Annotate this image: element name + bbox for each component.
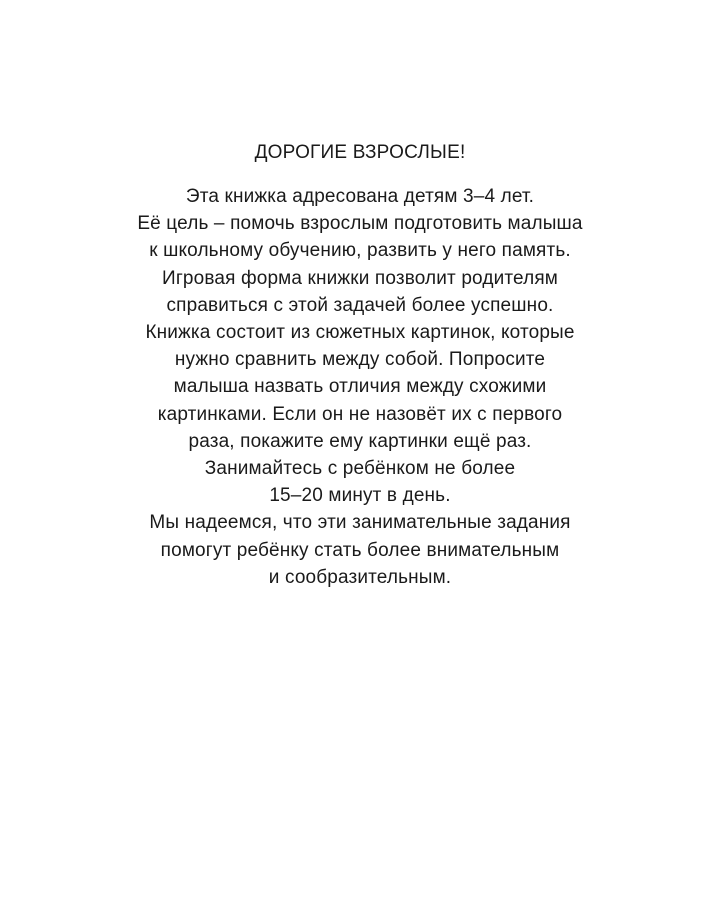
body-line: и сообразительным.	[268, 566, 452, 588]
body-line: Игровая форма книжки позволит родителям	[162, 267, 558, 289]
body-line: Её цель – помочь взрослым подготовить малыша	[137, 213, 583, 235]
body-line: Занимайтесь с ребёнком не более	[204, 458, 516, 480]
body-line: Эта книжка адресована детям 3–4 лет.	[185, 186, 535, 207]
body-text	[0, 183, 720, 591]
body-line: Мы надеемся, что эти занимательные задания	[149, 512, 571, 534]
body-line: раза, покажите ему картинки ещё раз.	[188, 430, 532, 452]
body-line: к школьному обучению, развить у него память.	[149, 240, 571, 262]
body-line: 15–20 минут в день.	[269, 485, 451, 507]
body-line: малыша назвать отличия между схожими	[173, 376, 547, 398]
body-line: помогут ребёнку стать более внимательным	[160, 539, 560, 561]
body-line: картинками. Если он не назовёт их с первого	[157, 403, 563, 425]
body-line: справиться с этой задачей более успешно.	[166, 294, 554, 316]
body-line: нужно сравнить между собой. Попросите	[174, 349, 546, 371]
page-heading: ДОРОГИЕ ВЗРОСЛЫЕ!	[254, 142, 466, 163]
body-line: Книжка состоит из сюжетных картинок, которые	[145, 322, 575, 344]
